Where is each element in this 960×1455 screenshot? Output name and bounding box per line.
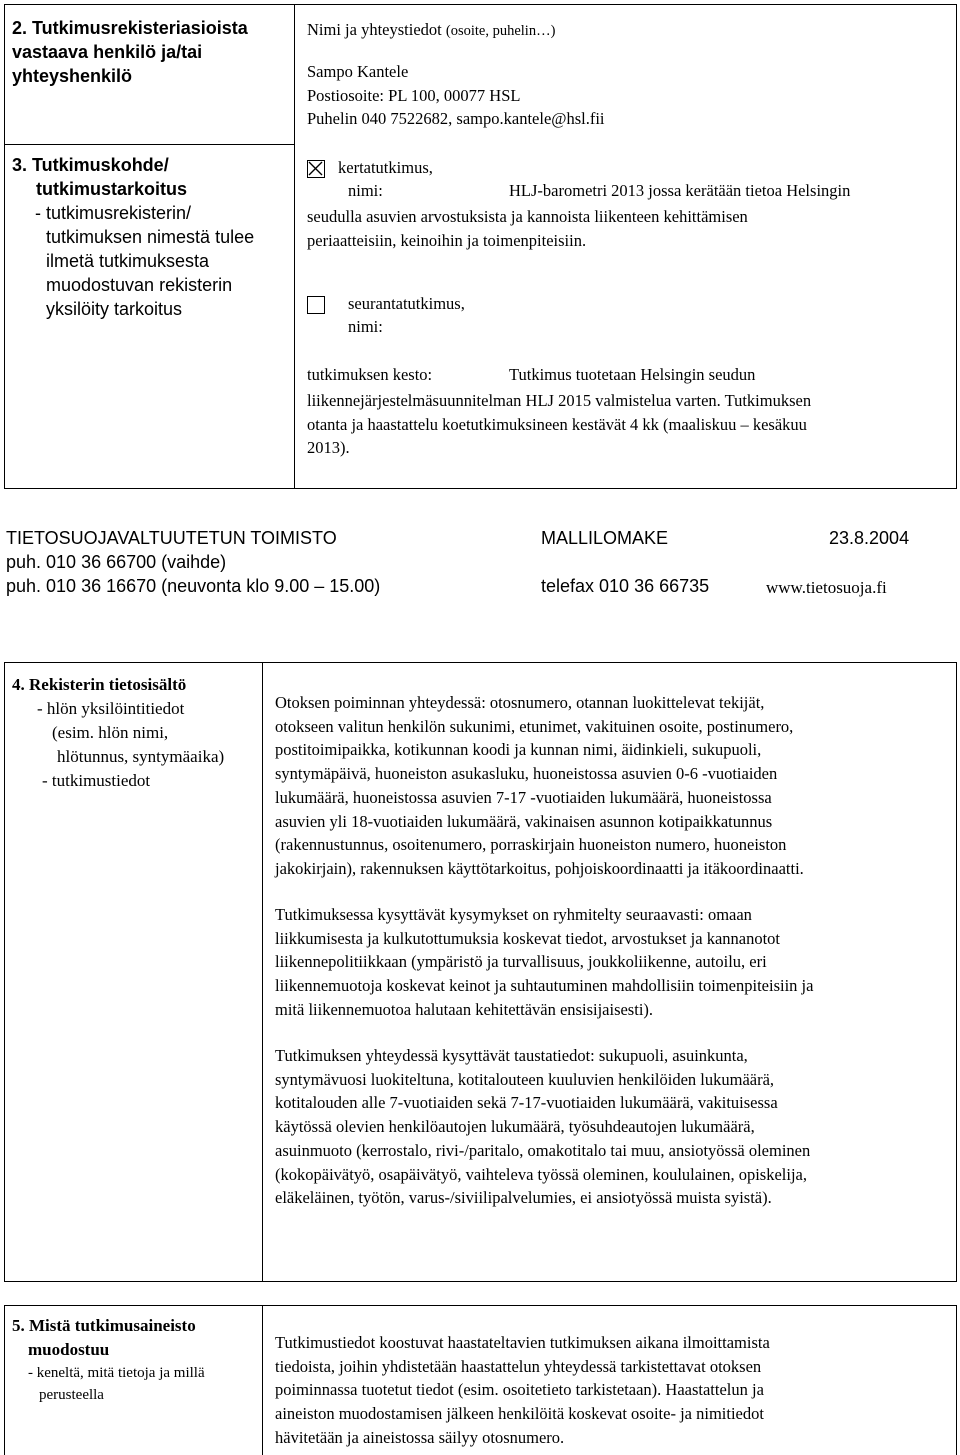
section2-bottom-border [4, 144, 295, 145]
seurantatutkimus-label: seurantatutkimus, [348, 294, 465, 313]
section4-paragraph-1: Otoksen poiminnan yhteydessä: otosnumero, otannan luokittelevat tekijät, otokseen valitun henkilön sukunimi, etunimet, vakituinen osoite, postinumero, postitoimipaikka, kotikunnan koodi ja kunnan nimi, äidinkieli, sukupuoli, syntymäpäivä, huoneiston asukasluku, huoneistossa asuvien 0-6 -vuotiaiden lukumäärä, huoneistossa asuvien 7-17 -vuotiaiden lukumäärä, huoneistossa asuvien yli 18-vuotiaiden lukumäärä, vakinaisen asunnon kotipaikkatunnus (rakennustunnus, osoitenumero, porraskirjain huoneiston numero, huoneiston jakokirjain), rakennuksen käyttötarkoitus, pohjoiskoordinaatti ja itäkoordinaatti. [275, 693, 804, 878]
section5-paragraph: Tutkimustiedot koostuvat haastateltavien tutkimuksen aikana ilmoittamista tiedoista, joihin yhdistetään haastattelun yhteydessä tarkistettavat otoksen poiminnassa tuotetut tiedot (esim. osoitetieto tarkistetaan). Haastattelun ja aineiston muodostamisen jälkeen henkilöitä koskevat osoite- ja nimitiedot hävitetään ja aineistossa säilyy otosnumero. [275, 1333, 770, 1447]
footer-fax: telefax 010 36 66735 [541, 576, 710, 596]
top-table-divider [294, 4, 295, 489]
section4-heading: 4. Rekisterin tietosisältö - hlön yksilöintitiedot (esim. hlön nimi, hlötunnus, syntymäaika) - tutkimustiedot [12, 675, 225, 790]
option1-name-label: nimi: [348, 181, 383, 200]
contact-phone: Puhelin 040 7522682, sampo.kantele@hsl.fii [307, 109, 605, 129]
option1-name-value: HLJ-barometri 2013 jossa kerätään tietoa Helsingin [509, 181, 851, 200]
field-label: Nimi ja yhteystiedot [307, 20, 442, 39]
section4-divider [262, 662, 263, 1282]
option1-name-continued: seudulla asuvien arvostuksista ja kannoista liikenteen kehittämisen periaatteisiin, keinoihin ja toimenpiteisiin. [307, 207, 748, 250]
section5-title-line2: muodostuu [28, 1340, 110, 1359]
footer-website-link[interactable]: www.tietosuoja.fi [766, 578, 887, 597]
kertatutkimus-checkbox[interactable] [307, 160, 325, 178]
section5-heading: 5. Mistä tutkimusaineisto muodostuu - keneltä, mitä tietoja ja millä perusteella [12, 1316, 205, 1403]
footer-phone1: puh. 010 36 66700 (vaihde) [6, 552, 227, 572]
section4-paragraph-2: Tutkimuksessa kysyttävät kysymykset on ryhmitelty seuraavasti: omaan liikkumisesta ja kulkutottumuksia koskevat tiedot, arvostukset ja kannanotot liikennepolitiikkaan (ympäristö ja turvallisuus, joukkoliikenne, autoilu, eri liikennemuotoja koskevat keinot ja suhtautuminen mahdollisiin toimenpiteisiin ja mitä liikennemuotoa halutaan kehitettävän ensisijaisesti). [275, 905, 814, 1019]
contact-name: Sampo Kantele [307, 62, 409, 81]
section3-title: 3. Tutkimuskohde/ tutkimustarkoitus - tutkimusrekisterin/ tutkimuksen nimestä tulee ilmetä tutkimuksesta muodostuvan rekisterin yksilöity tarkoitus [12, 155, 255, 319]
section2-title: 2. Tutkimusrekisteriasioista vastaava henkilö ja/tai yhteyshenkilö [12, 18, 248, 86]
duration-value: Tutkimus tuotetaan Helsingin seudun [509, 365, 756, 384]
section5-title-line1: 5. Mistä tutkimusaineisto [12, 1316, 196, 1335]
kertatutkimus-label: kertatutkimus, [338, 158, 433, 177]
duration-continued: liikennejärjestelmäsuunnitelman HLJ 2015 valmistelua varten. Tutkimuksen otanta ja haastattelu koetutkimuksineen kestävät 4 kk (maaliskuu – kesäkuu 2013). [307, 391, 812, 458]
field-hint: (osoite, puhelin…) [445, 23, 556, 39]
footer-phone2: puh. 010 36 16670 (neuvonta klo 9.00 – 15.00) [6, 576, 381, 596]
checked-x-icon [308, 161, 323, 176]
section5-divider [262, 1305, 263, 1455]
duration-label: tutkimuksen kesto: [307, 365, 433, 384]
section4-title: 4. Rekisterin tietosisältö [12, 675, 187, 694]
seurantatutkimus-checkbox[interactable] [307, 296, 325, 314]
option2-name-label: nimi: [348, 317, 383, 336]
contact-address: Postiosoite: PL 100, 00077 HSL [307, 85, 521, 105]
footer-form: MALLILOMAKE [541, 528, 669, 548]
footer-office: TIETOSUOJAVALTUUTETUN TOIMISTO [6, 528, 337, 548]
section4-paragraph-3: Tutkimuksen yhteydessä kysyttävät taustatiedot: sukupuoli, asuinkunta, syntymävuosi luokiteltuna, kotitalouteen kuuluvien henkilöiden lukumäärä, kotitalouden alle 7-vuotiaiden sekä 7-17-vuotiaiden lukumäärä, vakituisessa käytössä olevien henkilöautojen lukumäärä, työsuhdeautojen lukumäärä, asuinmuoto (kerrostalo, rivi-/paritalo, omakotitalo tai muu, ansiotyössä oleminen (kokopäivätyö, osapäivätyö, vaihteleva työssä oleminen, koululainen, opiskelija, eläkeläinen, työtön, varus-/siviilipalvelumies, ei ansiotyössä muista syistä). [275, 1046, 811, 1208]
contact-field-label [307, 20, 555, 40]
footer-date: 23.8.2004 [829, 528, 910, 548]
contact-details [307, 60, 605, 131]
